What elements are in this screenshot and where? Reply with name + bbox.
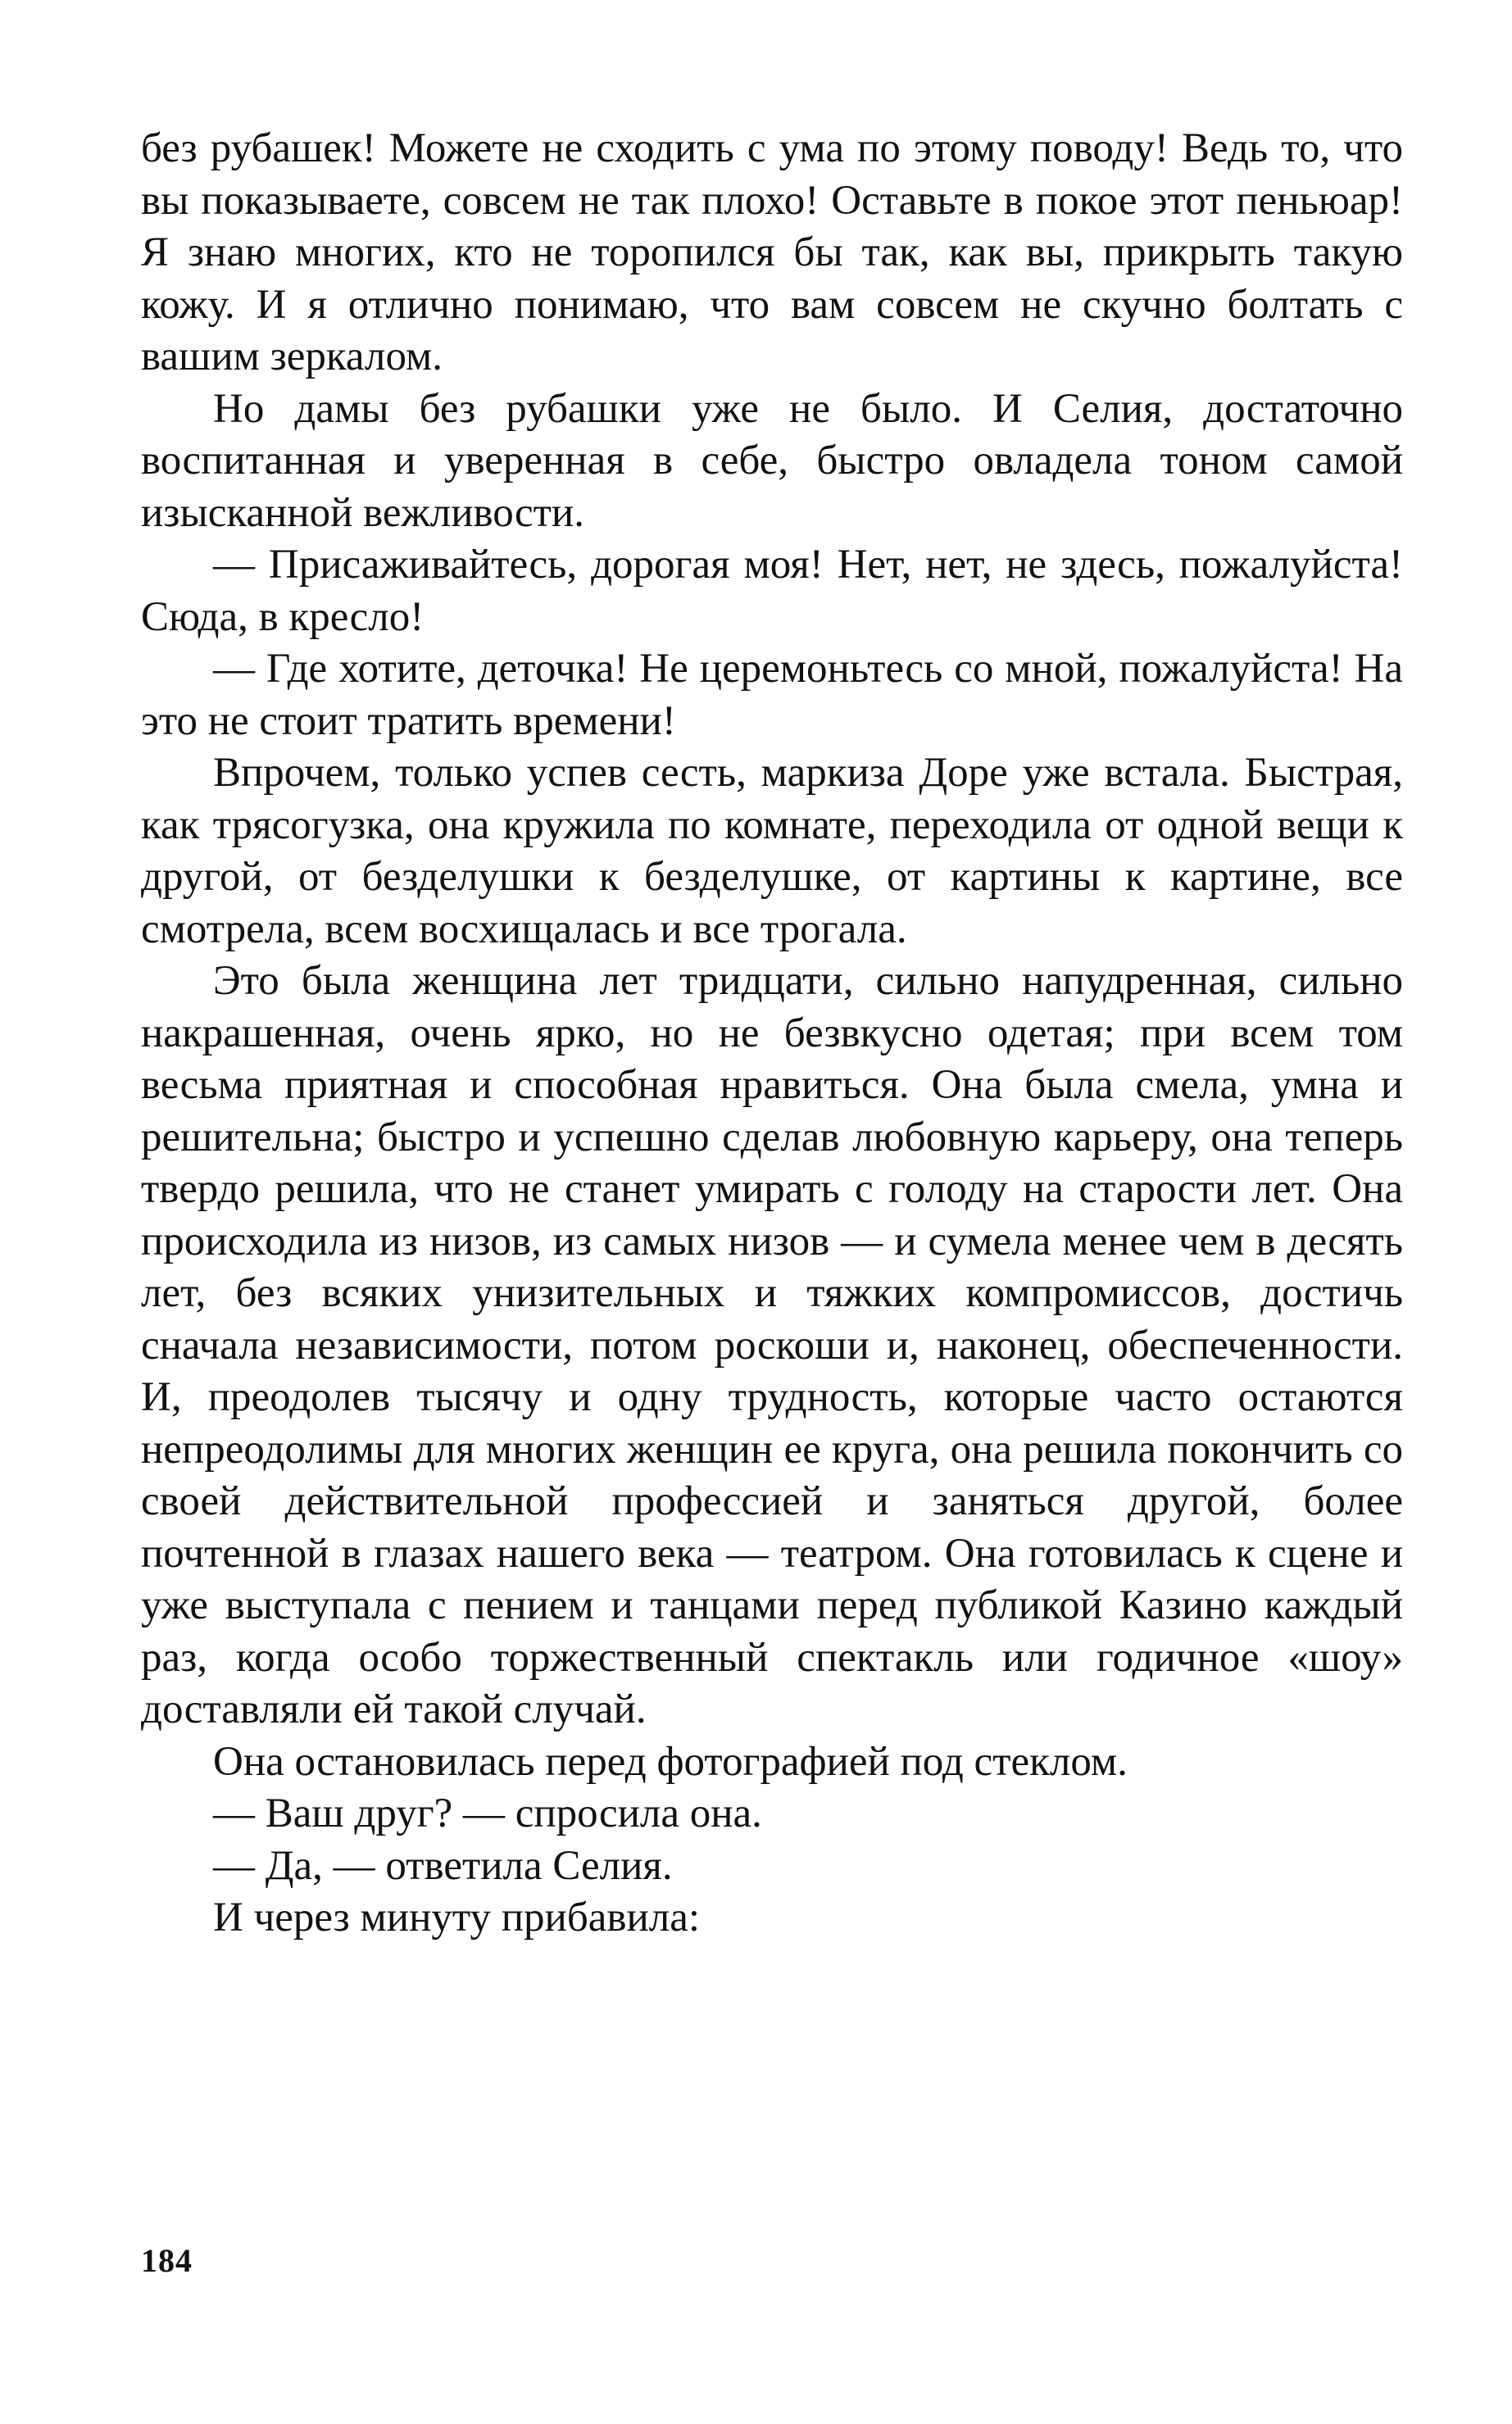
paragraph: Это была женщина лет тридцати, сильно напудренная, сильно накрашенная, очень ярко, но не безвкусно одетая; при всем том весьма приятная и способная нравиться. Она была смела, умна и решительна; быстро и успешно сделав любовную карьеру, она теперь твердо решила, что не станет умирать с голоду на старости лет. Она происходила из низов, из самых низов — и сумела менее чем в десять лет, без всяких унизительных и тяжких компромиссов, достичь сначала независимости, потом роскоши и, наконец, обеспеченности. И, преодолев тысячу и одну трудность, которые часто остаются непреодолимы для многих женщин ее круга, она решила покончить со своей действительной профессией и заняться другой, более почтенной в глазах нашего века — театром. Она готовилась к сцене и уже выступала с пением и танцами перед публикой Казино каждый раз, когда особо торжественный спектакль или годичное «шоу» доставляли ей такой случай. <box>141 958 1403 1732</box>
paragraph: И через минуту прибавила: <box>213 1895 701 1941</box>
page-text <box>141 123 1403 1945</box>
paragraph: без рубашек! Можете не сходить с ума по этому поводу! Ведь то, что вы показываете, совсем не так плохо! Оставьте в покое этот пеньюар! Я знаю многих, кто не торопился бы так, как вы, прикрыть такую кожу. И я отлично понимаю, что вам совсем не скучно болтать с вашим зеркалом. <box>141 125 1403 379</box>
paragraph: — Где хотите, деточка! Не церемоньтесь со мной, пожалуйста! На это не стоит тратить времени! <box>141 646 1403 744</box>
paragraph: — Ваш друг? — спросила она. <box>213 1791 762 1836</box>
paragraph: — Да, — ответила Селия. <box>213 1842 673 1889</box>
paragraph: Она остановилась перед фотографией под стеклом. <box>213 1738 1128 1785</box>
paragraph: Впрочем, только успев сесть, маркиза Доре уже встала. Быстрая, как трясогузка, она кружила по комнате, переходила от одной вещи к другой, от безделушки к безделушке, от картины к картине, все смотрела, всем восхищалась и все трогала. <box>141 750 1403 952</box>
paragraph: Но дамы без рубашки уже не было. И Селия, достаточно воспитанная и уверенная в себе, быстро овладела тоном самой изысканной вежливости. <box>141 385 1403 536</box>
paragraph: — Присаживайтесь, дорогая моя! Нет, нет, не здесь, пожалуйста! Сюда, в кресло! <box>141 542 1403 640</box>
page-number: 184 <box>141 2242 193 2279</box>
